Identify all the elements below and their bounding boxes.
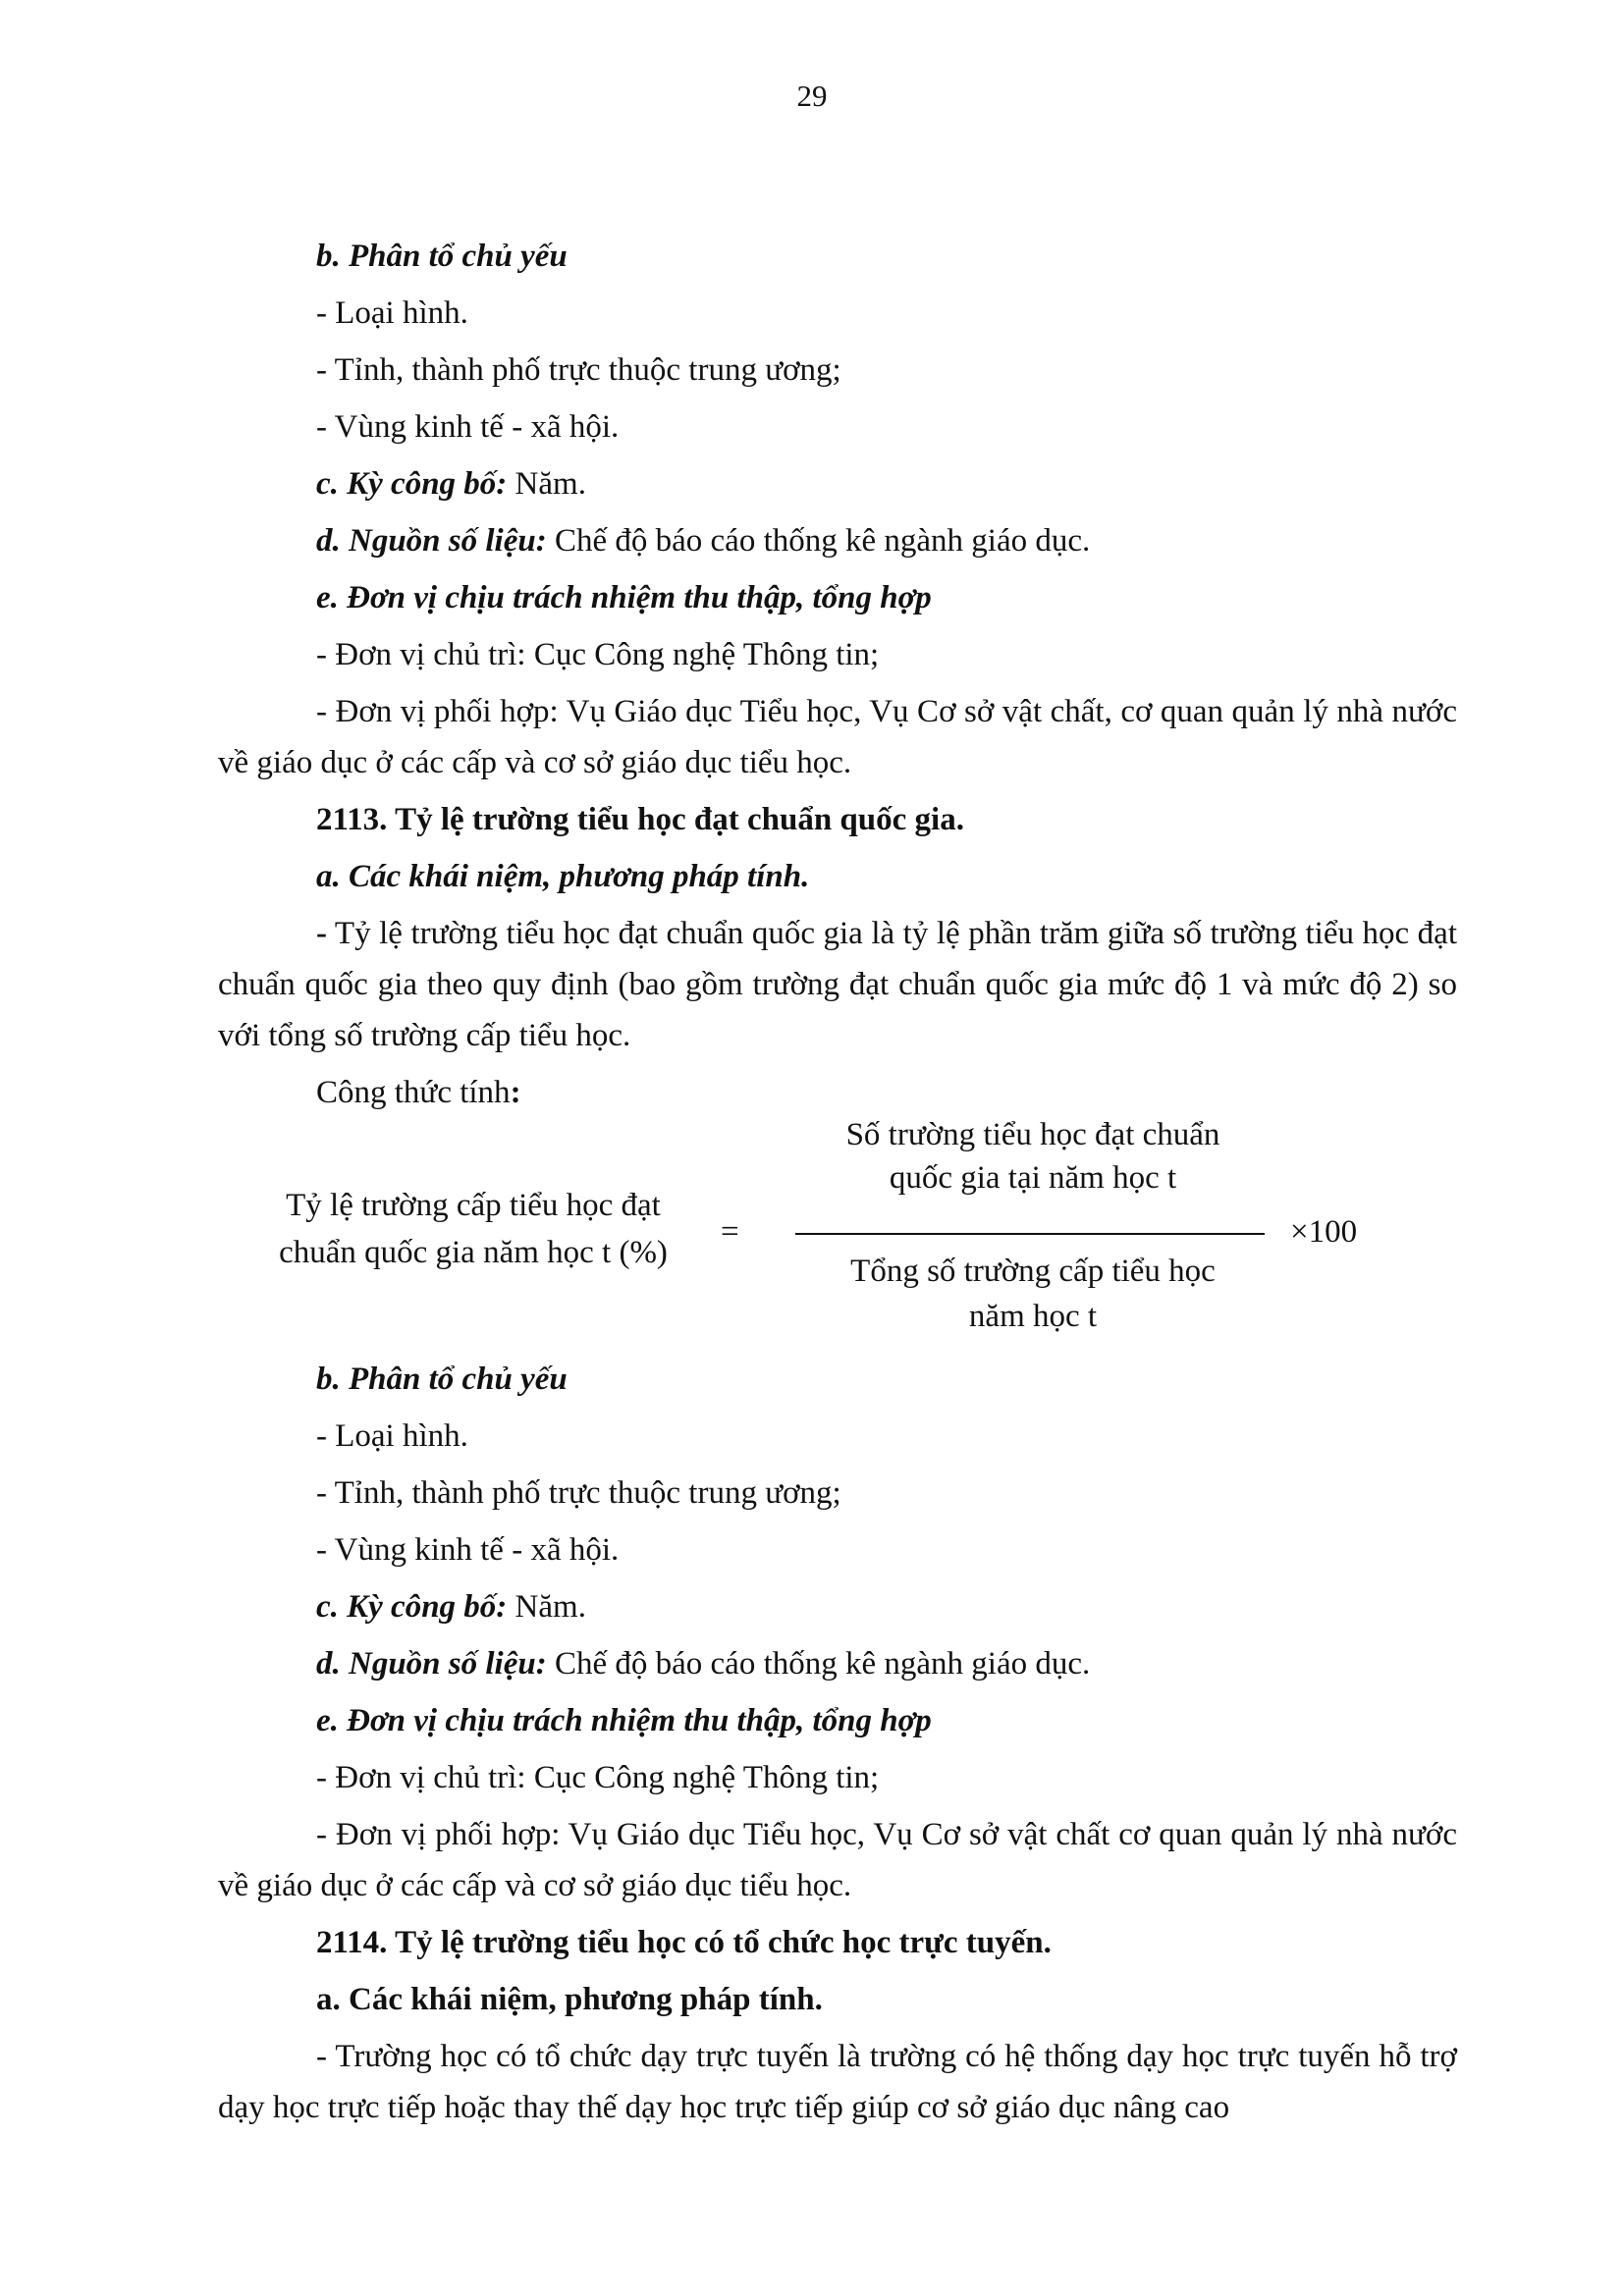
- publication-period-label: c. Kỳ công bố:: [316, 1589, 508, 1625]
- formula-left-side: [238, 1182, 709, 1276]
- lead-unit: - Đơn vị chủ trì: Cục Công nghệ Thông tin;: [316, 637, 880, 672]
- page-number: 29: [796, 79, 828, 113]
- publication-period-label: c. Kỳ công bố:: [316, 466, 508, 502]
- definition-dash: -: [316, 916, 327, 951]
- concepts-heading: a. Các khái niệm, phương pháp tính.: [316, 859, 810, 894]
- coordinating-units: - Đơn vị phối hợp: Vụ Giáo dục Tiểu học, Vụ Cơ sở vật chất, cơ quan quản lý nhà nước về giáo dục ở các cấp và cơ sở giáo dục tiểu học.: [218, 694, 1457, 780]
- formula-label-colon: :: [510, 1075, 521, 1110]
- breakdown-item: - Vùng kinh tế - xã hội.: [316, 409, 620, 445]
- data-source-value: Chế độ báo cáo thống kê ngành giáo dục.: [546, 1646, 1091, 1682]
- definition-paragraph: [218, 908, 1457, 1061]
- responsible-unit-heading: e. Đơn vị chịu trách nhiệm thu thập, tổng hợp: [316, 580, 932, 615]
- formula-numerator: [778, 1113, 1288, 1200]
- breakdown-item: - Loại hình.: [316, 295, 468, 331]
- formula-numerator-line: Số trường tiểu học đạt chuẩn: [845, 1117, 1220, 1152]
- indicator-title-2113: 2113. Tỷ lệ trường tiểu học đạt chuẩn quốc gia.: [316, 802, 964, 837]
- formula-equals: =: [721, 1214, 739, 1250]
- document-body: [218, 228, 1457, 2136]
- data-source-value: Chế độ báo cáo thống kê ngành giáo dục.: [546, 523, 1091, 559]
- data-source-label: d. Nguồn số liệu:: [316, 523, 547, 559]
- formula-denominator-line: năm học t: [968, 1299, 1098, 1334]
- publication-period: [218, 455, 1457, 512]
- definition-paragraph: - Trường học có tổ chức dạy trực tuyến là trường có hệ thống dạy học trực tuyến hỗ trợ dạy học trực tiếp hoặc thay thế dạy học trực tiếp giúp cơ sở giáo dục nâng cao: [218, 2039, 1457, 2125]
- publication-period: [218, 1578, 1457, 1635]
- formula-multiplier: ×100: [1290, 1214, 1358, 1250]
- definition-text: Tỷ lệ trường tiểu học đạt chuẩn quốc gia là tỷ lệ phần trăm giữa số trường tiểu học đạt chuẩn quốc gia theo quy định (bao gồm trường đạt chuẩn quốc gia mức độ 1 và mức độ 2) so với tổng số trường cấp tiểu học.: [218, 916, 1457, 1053]
- publication-period-value: Năm.: [507, 1589, 586, 1625]
- publication-period-value: Năm.: [507, 466, 586, 502]
- data-source: [218, 1635, 1457, 1692]
- formula-numerator-line: quốc gia tại năm học t: [889, 1160, 1177, 1196]
- formula-denominator: [778, 1249, 1288, 1339]
- lead-unit: - Đơn vị chủ trì: Cục Công nghệ Thông tin;: [316, 1760, 880, 1795]
- breakdown-heading: b. Phân tổ chủ yếu: [316, 239, 568, 274]
- formula: [218, 1115, 1457, 1351]
- breakdown-item: - Tỉnh, thành phố trực thuộc trung ương;: [316, 352, 841, 388]
- fraction-bar: [795, 1233, 1265, 1235]
- concepts-heading: a. Các khái niệm, phương pháp tính.: [316, 1982, 823, 2017]
- breakdown-heading: b. Phân tổ chủ yếu: [316, 1362, 568, 1397]
- formula-denominator-line: Tổng số trường cấp tiểu học: [850, 1254, 1216, 1289]
- breakdown-item: - Vùng kinh tế - xã hội.: [316, 1532, 620, 1568]
- formula-left-line: chuẩn quốc gia năm học t (%): [279, 1235, 668, 1270]
- breakdown-item: - Tỉnh, thành phố trực thuộc trung ương;: [316, 1475, 841, 1511]
- data-source: [218, 512, 1457, 569]
- formula-label-text: Công thức tính: [316, 1075, 511, 1110]
- indicator-title-2114: 2114. Tỷ lệ trường tiểu học có tổ chức học trực tuyến.: [316, 1925, 1052, 1960]
- coordinating-units: - Đơn vị phối hợp: Vụ Giáo dục Tiểu học, Vụ Cơ sở vật chất cơ quan quản lý nhà nước về giáo dục ở các cấp và cơ sở giáo dục tiểu học.: [218, 1817, 1457, 1903]
- breakdown-item: - Loại hình.: [316, 1418, 468, 1454]
- formula-left-line: Tỷ lệ trường cấp tiểu học đạt: [286, 1188, 661, 1223]
- data-source-label: d. Nguồn số liệu:: [316, 1646, 547, 1682]
- responsible-unit-heading: e. Đơn vị chịu trách nhiệm thu thập, tổng hợp: [316, 1703, 932, 1738]
